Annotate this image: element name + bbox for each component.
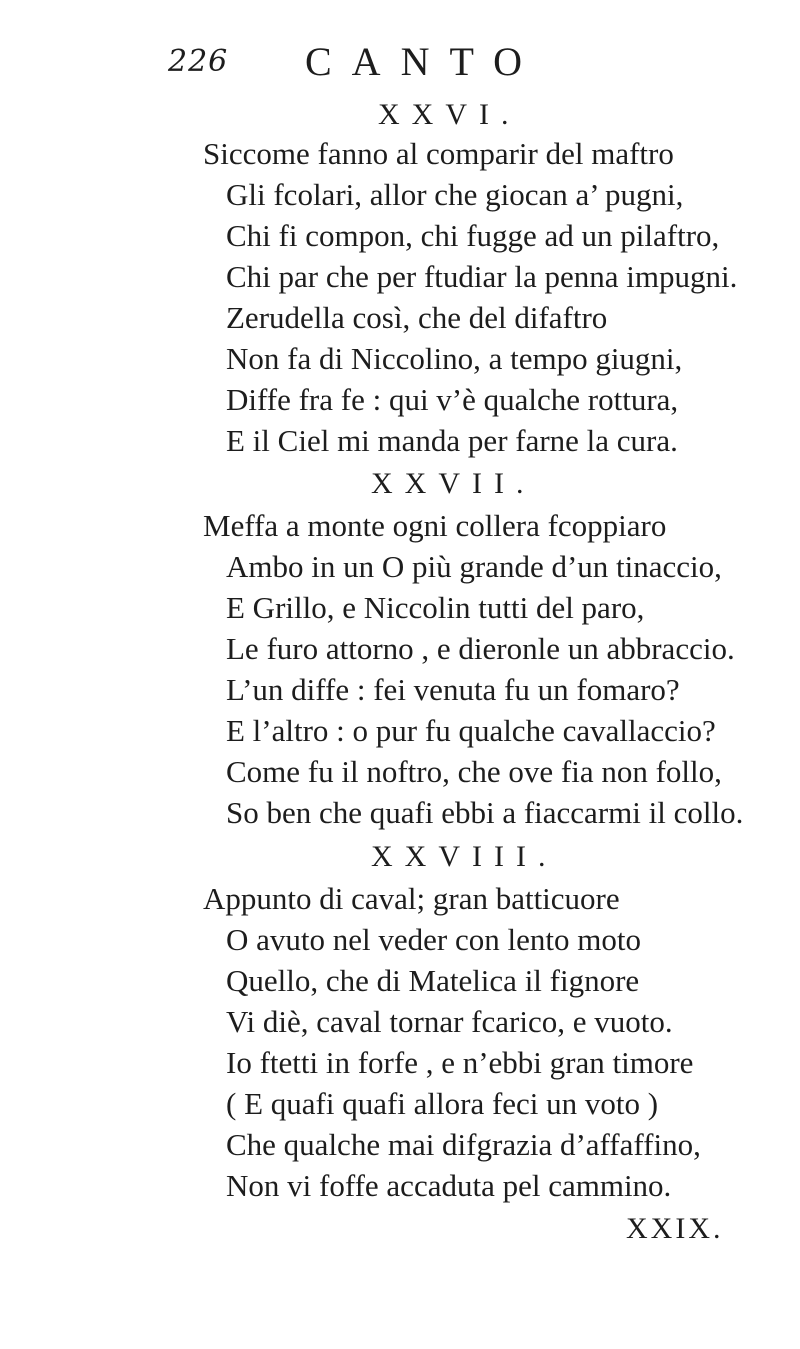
verse-line: Appunto di caval; gran batticuore xyxy=(203,881,620,916)
verse-line: E l’altro : o pur fu qualche cavallaccio? xyxy=(226,713,716,748)
catchword: XXIX. xyxy=(626,1212,724,1245)
verse-line: Come fu il noftro, che ove fia non follo, xyxy=(226,754,722,789)
stanza-number: XXVIII. xyxy=(371,840,558,873)
verse-line: Chi fi compon, chi fugge ad un pilaftro, xyxy=(226,218,720,253)
verse-line: L’un diffe : fei venuta fu un fomaro? xyxy=(226,672,680,707)
verse-line: Quello, che di Matelica il fignore xyxy=(226,963,640,998)
verse-line: Diffe fra fe : qui v’è qualche rottura, xyxy=(226,382,679,417)
verse-line: So ben che quafi ebbi a fiaccarmi il collo. xyxy=(226,795,744,830)
verse-line: Vi diè, caval tornar fcarico, e vuoto. xyxy=(226,1004,673,1039)
running-head: CANTO xyxy=(305,39,543,84)
verse-line: ( E quafi quafi allora feci un voto ) xyxy=(226,1086,659,1121)
verse-line: Non vi foffe accaduta pel cammino. xyxy=(226,1168,672,1203)
verse-line: Le furo attorno , e dieronle un abbraccio. xyxy=(226,631,735,666)
verse-line: Zerudella così, che del difaftro xyxy=(226,300,608,335)
verse-line: Gli fcolari, allor che giocan a’ pugni, xyxy=(226,177,684,212)
verse-line: Io ftetti in forfe , e n’ebbi gran timore xyxy=(226,1045,694,1080)
verse-line: Ambo in un O più grande d’un tinaccio, xyxy=(226,549,722,584)
verse-line: Chi par che per ftudiar la penna impugni. xyxy=(226,259,738,294)
verse-line: Che qualche mai difgrazia d’affaffino, xyxy=(226,1127,701,1162)
stanza-number: XXVII. xyxy=(371,467,536,500)
verse-line: Non fa di Niccolino, a tempo giugni, xyxy=(226,341,683,376)
verse-line: O avuto nel veder con lento moto xyxy=(226,922,641,957)
verse-line: Siccome fanno al comparir del maftro xyxy=(203,136,674,171)
verse-line: E Grillo, e Niccolin tutti del paro, xyxy=(226,590,645,625)
verse-line: Meffa a monte ogni collera fcoppiaro xyxy=(203,508,667,543)
page-number: 226 xyxy=(168,44,229,79)
verse-line: E il Ciel mi manda per farne la cura. xyxy=(226,423,678,458)
stanza-number: XXVI. xyxy=(378,98,521,131)
